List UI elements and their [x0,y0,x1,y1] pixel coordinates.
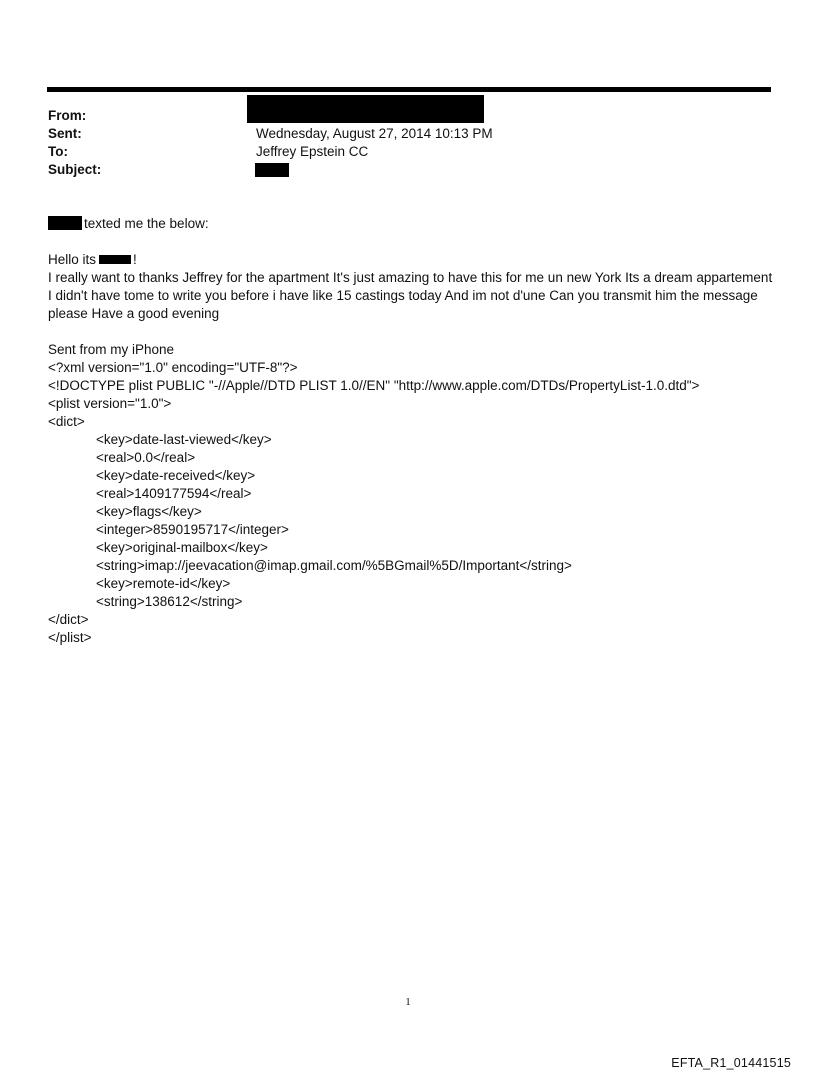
plist-line: <plist version="1.0"> [48,396,172,411]
signature-line: Sent from my iPhone [48,342,175,357]
bates-number: EFTA_R1_01441515 [671,1056,791,1070]
subject-row [48,161,768,179]
sent-row [48,125,768,143]
email-body [48,215,778,647]
sent-value: Wednesday, August 27, 2014 10:13 PM [256,126,493,141]
plist-line: <?xml version="1.0" encoding="UTF-8"?> [48,360,298,375]
plist-line: </dict> [48,612,89,627]
plist-line: <key>flags</key> [96,504,202,519]
plist-line: </plist> [48,630,92,645]
greeting-prefix: Hello its [48,252,97,267]
plist-line: <integer>8590195717</integer> [96,522,289,537]
plist-line: <key>date-last-viewed</key> [96,432,272,447]
plist-line: <key>original-mailbox</key> [96,540,268,555]
sent-label: Sent: [48,126,82,141]
to-row [48,143,768,161]
plist-line: <string>138612</string> [96,594,243,609]
intro-line [48,215,778,233]
subject-label: Subject: [48,162,102,177]
plist-line: <dict> [48,414,85,429]
redacted-subject [255,163,289,177]
greeting-suffix: ! [133,252,137,267]
plist-line: <key>remote-id</key> [96,576,231,591]
from-label: From: [48,108,87,123]
message-text: I really want to thanks Jeffrey for the apartment It's just amazing to have this for me un new York Its a dream appartement I didn't have tome to write you before i have like 15 castings today And im not d'une Can you transmit him the message please Have a good evening [48,270,773,321]
plist-line: <real>1409177594</real> [96,486,252,501]
redacted-name [48,216,82,230]
plist-line: <string>imap://jeevacation@imap.gmail.com/%5BGmail%5D/Important</string> [96,558,572,573]
intro-text: texted me the below: [84,216,209,231]
message-paragraph [48,251,778,323]
email-header [48,107,768,179]
to-value: Jeffrey Epstein CC [256,144,369,159]
redacted-sender [247,95,484,123]
plist-line: <real>0.0</real> [96,450,196,465]
plist-line: <!DOCTYPE plist PUBLIC "-//Apple//DTD PLIST 1.0//EN" "http://www.apple.com/DTDs/PropertyList-1.0.dtd"> [48,378,700,393]
header-divider [47,87,771,92]
page-number: 1 [405,996,411,1008]
plist-line: <key>date-received</key> [96,468,256,483]
redacted-name [99,255,131,264]
plist-metadata [48,359,778,647]
from-row [48,107,768,125]
to-label: To: [48,144,68,159]
